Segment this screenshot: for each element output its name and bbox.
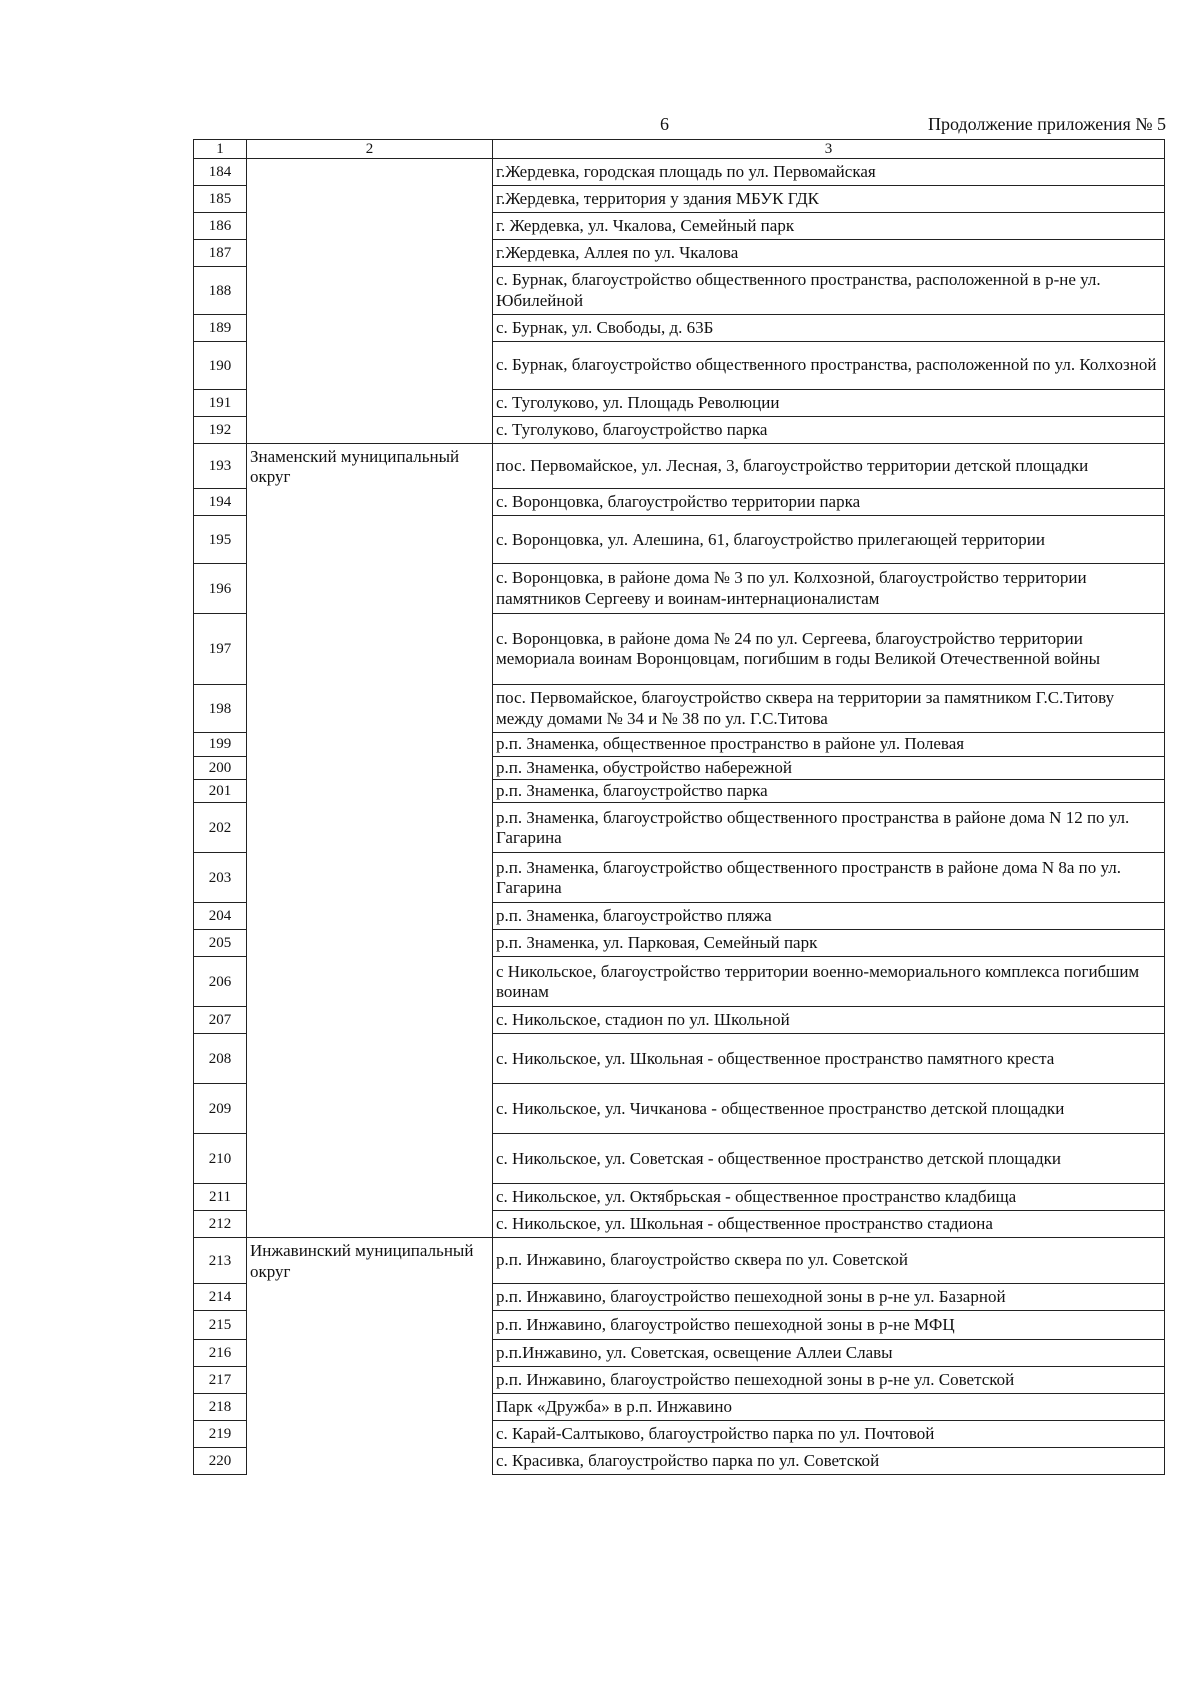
row-number: 189: [194, 315, 247, 342]
object-description: с. Воронцовка, ул. Алешина, 61, благоустройство прилегающей территории: [493, 516, 1165, 564]
row-number: 195: [194, 516, 247, 564]
object-description: р.п. Знаменка, благоустройство пляжа: [493, 903, 1165, 930]
objects-table: [193, 139, 1165, 1475]
row-number: 210: [194, 1134, 247, 1184]
municipal-area-cell: [247, 267, 493, 315]
table-row: [194, 390, 1165, 417]
table-row: [194, 516, 1165, 564]
object-description: с. Туголуково, благоустройство парка: [493, 417, 1165, 444]
row-number: 219: [194, 1420, 247, 1447]
object-description: р.п. Знаменка, обустройство набережной: [493, 756, 1165, 779]
row-number: 208: [194, 1034, 247, 1084]
column-header-2: 2: [247, 140, 493, 159]
column-header-3: 3: [493, 140, 1165, 159]
table-row: [194, 1310, 1165, 1339]
table-row: [194, 1283, 1165, 1310]
object-description: с. Воронцовка, в районе дома № 3 по ул. Колхозной, благоустройство территории памятников Сергееву и воинам-интернационалистам: [493, 564, 1165, 614]
object-description: с Никольское, благоустройство территории военно-мемориального комплекса погибшим воинам: [493, 957, 1165, 1007]
table-row: [194, 780, 1165, 803]
table-row: [194, 685, 1165, 733]
row-number: 213: [194, 1238, 247, 1283]
table-row: [194, 1034, 1165, 1084]
table-row: [194, 957, 1165, 1007]
row-number: 214: [194, 1283, 247, 1310]
municipal-area-cell: [247, 685, 493, 733]
object-description: р.п. Знаменка, ул. Парковая, Семейный парк: [493, 930, 1165, 957]
continuation-caption: Продолжение приложения № 5: [927, 114, 1166, 134]
municipal-area-cell: [247, 417, 493, 444]
table-row: [194, 213, 1165, 240]
object-description: г.Жердевка, Аллея по ул. Чкалова: [493, 240, 1165, 267]
object-description: с. Карай-Салтыково, благоустройство парка по ул. Почтовой: [493, 1420, 1165, 1447]
object-description: р.п. Инжавино, благоустройство сквера по ул. Советской: [493, 1238, 1165, 1283]
municipal-area-cell: [247, 1393, 493, 1420]
row-number: 203: [194, 853, 247, 903]
row-number: 220: [194, 1447, 247, 1474]
municipal-area-cell: [247, 1366, 493, 1393]
object-description: пос. Первомайское, ул. Лесная, 3, благоустройство территории детской площадки: [493, 444, 1165, 489]
object-description: р.п. Инжавино, благоустройство пешеходной зоны в р-не МФЦ: [493, 1310, 1165, 1339]
column-header-1: 1: [194, 140, 247, 159]
row-number: 206: [194, 957, 247, 1007]
municipal-area-cell: [247, 756, 493, 779]
municipal-area-cell: [247, 614, 493, 685]
table-row: [194, 159, 1165, 186]
municipal-area-cell: [247, 1447, 493, 1474]
municipal-area-cell: [247, 1211, 493, 1238]
row-number: 196: [194, 564, 247, 614]
row-number: 215: [194, 1310, 247, 1339]
row-number: 201: [194, 780, 247, 803]
table-row: [194, 1007, 1165, 1034]
row-number: 218: [194, 1393, 247, 1420]
object-description: с. Бурнак, ул. Свободы, д. 63Б: [493, 315, 1165, 342]
municipal-area-cell: [247, 240, 493, 267]
table-row: [194, 1447, 1165, 1474]
municipal-area-cell: [247, 489, 493, 516]
object-description: р.п. Знаменка, благоустройство общественного пространства в районе дома N 12 по ул. Гагарина: [493, 803, 1165, 853]
municipal-area-cell: [247, 1310, 493, 1339]
object-description: с. Туголуково, ул. Площадь Революции: [493, 390, 1165, 417]
municipal-area-cell: [247, 444, 493, 489]
row-number: 191: [194, 390, 247, 417]
object-description: с. Никольское, ул. Советская - общественное пространство детской площадки: [493, 1134, 1165, 1184]
table-row: [194, 903, 1165, 930]
row-number: 192: [194, 417, 247, 444]
municipal-area-cell: [247, 780, 493, 803]
object-description: г.Жердевка, городская площадь по ул. Первомайская: [493, 159, 1165, 186]
table-row: [194, 930, 1165, 957]
row-number: 187: [194, 240, 247, 267]
municipal-area-cell: [247, 186, 493, 213]
row-number: 202: [194, 803, 247, 853]
municipal-area-cell: [247, 803, 493, 853]
row-number: 197: [194, 614, 247, 685]
table-row: [194, 342, 1165, 390]
table-row: [194, 186, 1165, 213]
row-number: 205: [194, 930, 247, 957]
municipal-area-name: Инжавинский муниципальный округ: [250, 1241, 474, 1281]
municipal-area-cell: [247, 390, 493, 417]
row-number: 207: [194, 1007, 247, 1034]
object-description: р.п. Знаменка, благоустройство общественного пространств в районе дома N 8а по ул. Гагарина: [493, 853, 1165, 903]
municipal-area-cell: [247, 733, 493, 756]
object-description: г.Жердевка, территория у здания МБУК ГДК: [493, 186, 1165, 213]
row-number: 200: [194, 756, 247, 779]
table-row: [194, 315, 1165, 342]
table-header-row: [194, 140, 1165, 159]
row-number: 217: [194, 1366, 247, 1393]
object-description: р.п.Инжавино, ул. Советская, освещение Аллеи Славы: [493, 1339, 1165, 1366]
row-number: 198: [194, 685, 247, 733]
municipal-area-cell: [247, 315, 493, 342]
municipal-area-cell: [247, 1134, 493, 1184]
object-description: р.п. Инжавино, благоустройство пешеходной зоны в р-не ул. Базарной: [493, 1283, 1165, 1310]
municipal-area-cell: [247, 1007, 493, 1034]
municipal-area-cell: [247, 1283, 493, 1310]
table-body: [194, 140, 1165, 1475]
row-number: 211: [194, 1184, 247, 1211]
object-description: пос. Первомайское, благоустройство сквера на территории за памятником Г.С.Титову между домами № 34 и № 38 по ул. Г.С.Титова: [493, 685, 1165, 733]
municipal-area-cell: [247, 903, 493, 930]
object-description: Парк «Дружба» в р.п. Инжавино: [493, 1393, 1165, 1420]
object-description: р.п. Знаменка, благоустройство парка: [493, 780, 1165, 803]
row-number: 186: [194, 213, 247, 240]
municipal-area-cell: [247, 564, 493, 614]
table-row: [194, 1366, 1165, 1393]
table-row: [194, 1339, 1165, 1366]
municipal-area-cell: [247, 1084, 493, 1134]
municipal-area-cell: [247, 1034, 493, 1084]
table-row: [194, 1184, 1165, 1211]
table-row: [194, 1134, 1165, 1184]
table-row: [194, 444, 1165, 489]
table-row: [194, 489, 1165, 516]
object-description: с. Воронцовка, в районе дома № 24 по ул. Сергеева, благоустройство территории мемориала воинам Воронцовцам, погибшим в годы Великой Отечественной войны: [493, 614, 1165, 685]
row-number: 199: [194, 733, 247, 756]
municipal-area-cell: [247, 516, 493, 564]
object-description: р.п. Инжавино, благоустройство пешеходной зоны в р-не ул. Советской: [493, 1366, 1165, 1393]
row-number: 194: [194, 489, 247, 516]
table-row: [194, 1420, 1165, 1447]
object-description: с. Воронцовка, благоустройство территории парка: [493, 489, 1165, 516]
object-description: г. Жердевка, ул. Чкалова, Семейный парк: [493, 213, 1165, 240]
municipal-area-cell: [247, 853, 493, 903]
object-description: с. Красивка, благоустройство парка по ул. Советской: [493, 1447, 1165, 1474]
table-row: [194, 564, 1165, 614]
table-row: [194, 240, 1165, 267]
object-description: с. Никольское, ул. Школьная - общественное пространство стадиона: [493, 1211, 1165, 1238]
object-description: с. Никольское, ул. Школьная - общественное пространство памятного креста: [493, 1034, 1165, 1084]
object-description: с. Бурнак, благоустройство общественного пространства, расположенной по ул. Колхозной: [493, 342, 1165, 390]
table-row: [194, 853, 1165, 903]
row-number: 190: [194, 342, 247, 390]
municipal-area-cell: [247, 930, 493, 957]
object-description: с. Никольское, ул. Октябрьская - общественное пространство кладбища: [493, 1184, 1165, 1211]
page-number: 6: [660, 114, 669, 134]
table-row: [194, 267, 1165, 315]
municipal-area-cell: [247, 1339, 493, 1366]
municipal-area-cell: [247, 342, 493, 390]
row-number: 216: [194, 1339, 247, 1366]
municipal-area-cell: [247, 1420, 493, 1447]
municipal-area-name: Знаменский муниципальный округ: [250, 447, 460, 487]
table-row: [194, 1238, 1165, 1283]
municipal-area-cell: [247, 1184, 493, 1211]
object-description: с. Никольское, стадион по ул. Школьной: [493, 1007, 1165, 1034]
row-number: 184: [194, 159, 247, 186]
row-number: 193: [194, 444, 247, 489]
object-description: р.п. Знаменка, общественное пространство в районе ул. Полевая: [493, 733, 1165, 756]
table-row: [194, 1393, 1165, 1420]
object-description: с. Никольское, ул. Чичканова - общественное пространство детской площадки: [493, 1084, 1165, 1134]
municipal-area-cell: [247, 1238, 493, 1283]
row-number: 209: [194, 1084, 247, 1134]
row-number: 185: [194, 186, 247, 213]
row-number: 204: [194, 903, 247, 930]
table-row: [194, 417, 1165, 444]
table-row: [194, 756, 1165, 779]
municipal-area-cell: [247, 957, 493, 1007]
table-row: [194, 803, 1165, 853]
table-row: [194, 614, 1165, 685]
municipal-area-cell: [247, 213, 493, 240]
table-row: [194, 1084, 1165, 1134]
row-number: 212: [194, 1211, 247, 1238]
municipal-area-cell: [247, 159, 493, 186]
object-description: с. Бурнак, благоустройство общественного пространства, расположенной в р-не ул. Юбилейной: [493, 267, 1165, 315]
row-number: 188: [194, 267, 247, 315]
table-row: [194, 733, 1165, 756]
table-row: [194, 1211, 1165, 1238]
